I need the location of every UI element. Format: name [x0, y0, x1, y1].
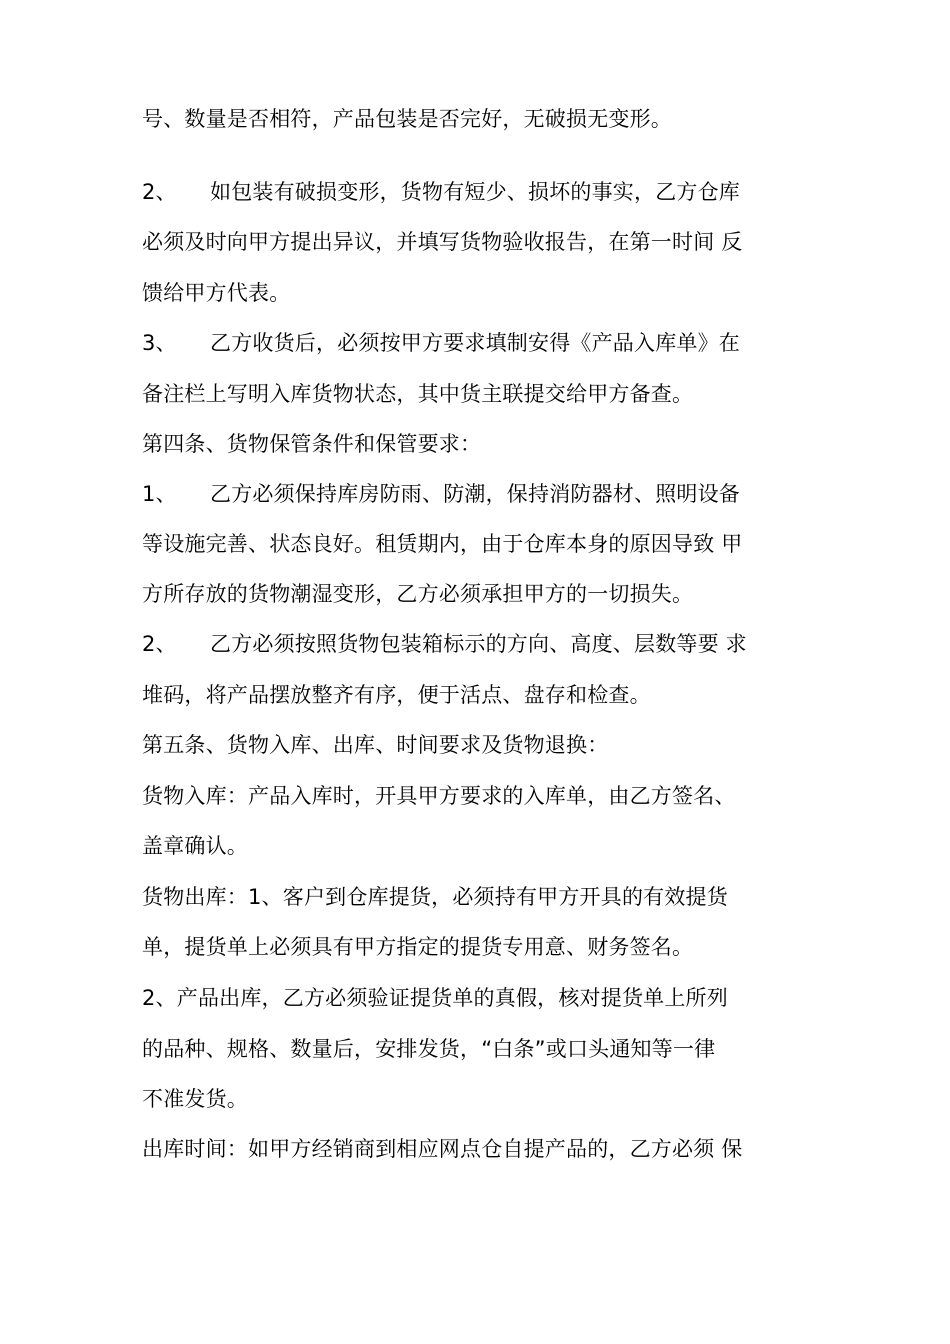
text-line: 货物出库：1、客户到仓库提货，必须持有甲方开具的有效提货 — [142, 885, 728, 909]
text-line: 备注栏上写明入库货物状态，其中货主联提交给甲方备查。 — [142, 382, 694, 406]
text-line: 2、产品出库，乙方必须验证提货单的真假，核对提货单上所列 — [142, 986, 728, 1010]
text-line: 单，提货单上必须具有甲方指定的提货专用意、财务签名。 — [142, 935, 694, 959]
text-line: 馈给甲方代表。 — [142, 281, 291, 305]
text-line: 出库时间：如甲方经销商到相应网点仓自提产品的，乙方必须 保 — [142, 1137, 743, 1161]
text-line: 等设施完善、状态良好。租赁期内，由于仓库本身的原因导致 甲 — [142, 532, 743, 556]
numbered-line: 2、 如包装有破损变形，货物有短少、损坏的事实，乙方仓库 — [142, 177, 740, 207]
numbered-line: 2、 乙方必须按照货物包装箱标示的方向、高度、层数等要 求 — [142, 629, 747, 659]
item-number: 3、 — [142, 331, 177, 355]
item-number: 2、 — [142, 632, 177, 656]
text-line: 盖章确认。 — [142, 834, 248, 858]
text-line: 号、数量是否相符，产品包装是否完好，无破损无变形。 — [142, 107, 672, 131]
numbered-line: 3、 乙方收货后，必须按甲方要求填制安得《产品入库单》在 — [142, 328, 740, 358]
text-line: 方所存放的货物潮湿变形，乙方必须承担甲方的一切损失。 — [142, 582, 694, 606]
section-heading: 第五条、货物入库、出库、时间要求及货物退换： — [142, 733, 609, 757]
item-number: 2、 — [142, 180, 177, 204]
text-line: 必须及时向甲方提出异议，并填写货物验收报告，在第一时间 反 — [142, 230, 743, 254]
section-heading: 第四条、货物保管条件和保管要求： — [142, 432, 482, 456]
text-line: 堆码，将产品摆放整齐有序，便于活点、盘存和检查。 — [142, 683, 651, 707]
item-number: 1、 — [142, 482, 177, 506]
text-line: 不准发货。 — [142, 1087, 248, 1111]
text-line: 货物入库：产品入库时，开具甲方要求的入库单，由乙方签名、 — [142, 784, 736, 808]
numbered-line: 1、 乙方必须保持库房防雨、防潮，保持消防器材、照明设备 — [142, 479, 740, 509]
text-line: 的品种、规格、数量后，安排发货，“白条”或口头通知等一律 — [142, 1037, 716, 1061]
